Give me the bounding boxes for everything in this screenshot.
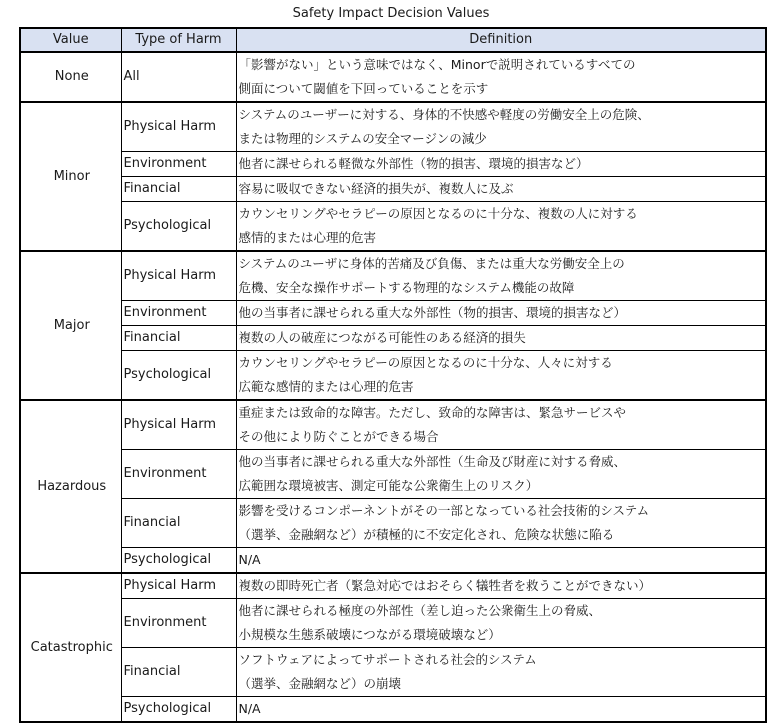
definition-line: 影響を受けるコンポーネントがその一部となっている社会技術的システム <box>238 503 650 518</box>
definition-line: その他により防ぐことができる場合 <box>238 429 439 444</box>
column-header-value: Value <box>20 28 121 52</box>
definition-cell <box>236 697 766 723</box>
definition-cell <box>236 251 766 301</box>
definition-cell <box>236 573 766 599</box>
table-row <box>20 102 766 152</box>
table-row <box>20 697 766 723</box>
value-cell-catastrophic: Catastrophic <box>20 573 121 722</box>
definition-cell <box>236 648 766 697</box>
definition-line: 重症または致命的な障害。ただし、致命的な障害は、緊急サービスや <box>238 405 627 420</box>
safety-impact-table <box>19 27 767 723</box>
harm-cell: Environment <box>121 152 236 177</box>
definition-line: （選挙、金融網など）の崩壊 <box>238 676 402 691</box>
value-cell-major: Major <box>20 251 121 400</box>
definition-line: N/A <box>238 701 261 716</box>
value-cell-minor: Minor <box>20 102 121 251</box>
table-row <box>20 52 766 102</box>
definition-line: ソフトウェアによってサポートされる社会的システム <box>238 652 537 667</box>
harm-cell: Physical Harm <box>121 400 236 450</box>
harm-cell: Environment <box>121 450 236 499</box>
harm-cell: Financial <box>121 326 236 351</box>
harm-cell: Physical Harm <box>121 251 236 301</box>
definition-line: システムのユーザーに対する、身体的不快感や軽度の労働安全上の危険、 <box>238 107 650 122</box>
harm-cell: Environment <box>121 599 236 648</box>
definition-cell <box>236 400 766 450</box>
harm-cell: Psychological <box>121 697 236 723</box>
table-title: Safety Impact Decision Values <box>292 6 490 21</box>
header-row <box>20 28 766 52</box>
definition-cell <box>236 102 766 152</box>
definition-line: 「影響がない」という意味ではなく、Minorで説明されているすべての <box>238 57 636 72</box>
definition-cell <box>236 326 766 351</box>
definition-line: 危機、安全な操作サポートする物理的なシステム機能の故障 <box>238 280 575 295</box>
definition-line: （選挙、金融網など）が積極的に不安定化され、危険な状態に陥る <box>238 527 615 542</box>
harm-cell: Environment <box>121 301 236 326</box>
definition-cell <box>236 351 766 401</box>
definition-cell <box>236 548 766 574</box>
table-row <box>20 499 766 548</box>
definition-cell <box>236 499 766 548</box>
definition-line: N/A <box>238 552 261 567</box>
table-row <box>20 573 766 599</box>
definition-cell <box>236 202 766 252</box>
table-row <box>20 152 766 177</box>
table-row <box>20 177 766 202</box>
definition-cell <box>236 52 766 102</box>
table-row <box>20 326 766 351</box>
table-row <box>20 251 766 301</box>
table-row <box>20 648 766 697</box>
harm-cell: Psychological <box>121 548 236 574</box>
harm-cell: Financial <box>121 648 236 697</box>
definition-cell <box>236 301 766 326</box>
definition-line: 広範な感情的または心理的危害 <box>238 379 414 394</box>
table-row <box>20 351 766 401</box>
definition-line: 容易に吸収できない経済的損失が、複数人に及ぶ <box>238 181 514 196</box>
definition-line: カウンセリングやセラピーの原因となるのに十分な、人々に対する <box>238 355 613 370</box>
definition-line: 感情的または心理的危害 <box>238 230 377 245</box>
harm-cell: Psychological <box>121 351 236 401</box>
definition-line: 他の当事者に課せられる重大な外部性（生命及び財産に対する脅威、 <box>238 454 627 469</box>
table-row <box>20 548 766 574</box>
definition-line: 他の当事者に課せられる重大な外部性（物的損害、環境的損害など） <box>238 305 627 320</box>
definition-line: 小規模な生態系破壊につながる環境破壊など） <box>238 627 501 642</box>
definition-line: 側面について閾値を下回っていることを示す <box>238 81 489 96</box>
table-row <box>20 400 766 450</box>
definition-line: カウンセリングやセラピーの原因となるのに十分な、複数の人に対する <box>238 206 638 221</box>
harm-cell: Financial <box>121 499 236 548</box>
definition-line: 複数の人の破産につながる可能性のある経済的損失 <box>238 330 526 345</box>
harm-cell: Psychological <box>121 202 236 252</box>
column-header-type-of-harm: Type of Harm <box>121 28 236 52</box>
definition-line: 他者に課せられる軽微な外部性（物的損害、環境的損害など） <box>238 156 589 171</box>
definition-cell <box>236 599 766 648</box>
table-row <box>20 202 766 252</box>
definition-line: システムのユーザに身体的苦痛及び負傷、または重大な労働安全上の <box>238 256 625 271</box>
table-row <box>20 599 766 648</box>
column-header-definition: Definition <box>236 28 766 52</box>
harm-cell: Physical Harm <box>121 573 236 599</box>
definition-cell <box>236 177 766 202</box>
definition-line: 複数の即時死亡者（緊急対応ではおそらく犠牲者を救うことができない） <box>238 578 652 593</box>
definition-cell <box>236 152 766 177</box>
harm-cell: All <box>121 52 236 102</box>
value-cell-hazardous: Hazardous <box>20 400 121 573</box>
table-row <box>20 301 766 326</box>
value-cell-none: None <box>20 52 121 102</box>
definition-cell <box>236 450 766 499</box>
definition-line: 広範囲な環境被害、測定可能な公衆衛生上のリスク） <box>238 478 539 493</box>
table-row <box>20 450 766 499</box>
definition-line: 他者に課せられる極度の外部性（差し迫った公衆衛生上の脅威、 <box>238 603 602 618</box>
harm-cell: Physical Harm <box>121 102 236 152</box>
harm-cell: Financial <box>121 177 236 202</box>
definition-line: または物理的システムの安全マージンの減少 <box>238 131 487 146</box>
